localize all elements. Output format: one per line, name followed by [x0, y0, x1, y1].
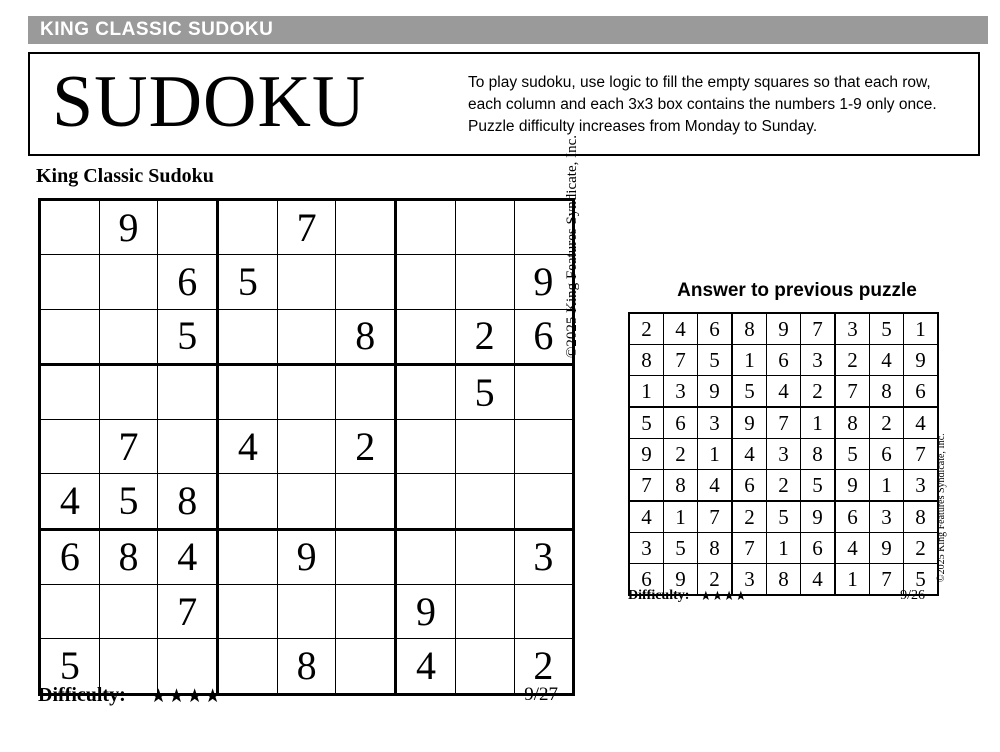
- puzzle-cell-r8c2[interactable]: [99, 585, 158, 639]
- answer-cell-r6c8: 1: [870, 470, 904, 502]
- puzzle-cell-r5c8[interactable]: [455, 420, 514, 474]
- answer-cell-r6c5: 2: [767, 470, 801, 502]
- answer-cell-r3c2: 3: [664, 376, 698, 408]
- answer-grid: [628, 312, 926, 591]
- header-box: [28, 52, 980, 156]
- table-row: [40, 255, 574, 309]
- puzzle-cell-r2c7[interactable]: [396, 255, 456, 309]
- puzzle-cell-r4c8[interactable]: 5: [455, 364, 514, 419]
- answer-cell-r7c3: 7: [698, 501, 733, 533]
- answer-cell-r2c9: 9: [904, 345, 939, 376]
- answer-cell-r9c5: 8: [767, 564, 801, 596]
- answer-cell-r9c9: 5: [904, 564, 939, 596]
- puzzle-cell-r2c6[interactable]: [336, 255, 396, 309]
- puzzle-cell-r8c8[interactable]: [455, 585, 514, 639]
- puzzle-cell-r8c4[interactable]: [218, 585, 278, 639]
- answer-cell-r2c2: 7: [664, 345, 698, 376]
- answer-cell-r2c3: 5: [698, 345, 733, 376]
- answer-cell-r1c4: 8: [732, 313, 767, 345]
- puzzle-cell-r8c1[interactable]: [40, 585, 100, 639]
- answer-cell-r6c3: 4: [698, 470, 733, 502]
- answer-difficulty-label: Difficulty:: [628, 588, 690, 603]
- instructions-text: To play sudoku, use logic to fill the empty squares so that each row, each column and each 3x3 box contains the numbers 1-9 only once. Puzzle difficulty increases from Monday to Sunday.: [468, 74, 937, 135]
- puzzle-cell-r5c7[interactable]: [396, 420, 456, 474]
- puzzle-cell-r4c4[interactable]: [218, 364, 278, 419]
- puzzle-cell-r3c1[interactable]: [40, 309, 100, 364]
- puzzle-cell-r6c6[interactable]: [336, 474, 396, 529]
- puzzle-cell-r7c3[interactable]: 4: [158, 529, 218, 584]
- puzzle-cell-r8c5[interactable]: [277, 585, 336, 639]
- answer-date: 9/26: [900, 588, 925, 603]
- answer-cell-r5c2: 2: [664, 439, 698, 470]
- puzzle-cell-r7c1[interactable]: 6: [40, 529, 100, 584]
- table-row: [629, 439, 938, 470]
- puzzle-cell-r5c4[interactable]: 4: [218, 420, 278, 474]
- answer-cell-r7c5: 5: [767, 501, 801, 533]
- puzzle-cell-r4c5[interactable]: [277, 364, 336, 419]
- answer-cell-r5c6: 8: [801, 439, 836, 470]
- puzzle-grid-table: [38, 198, 575, 696]
- puzzle-cell-r1c6[interactable]: [336, 200, 396, 255]
- answer-cell-r8c2: 5: [664, 533, 698, 564]
- puzzle-cell-r6c1[interactable]: 4: [40, 474, 100, 529]
- answer-cell-r7c8: 3: [870, 501, 904, 533]
- puzzle-cell-r2c9[interactable]: 9: [514, 255, 574, 309]
- table-row: [40, 420, 574, 474]
- puzzle-cell-r6c8[interactable]: [455, 474, 514, 529]
- answer-cell-r8c7: 4: [835, 533, 870, 564]
- answer-cell-r3c8: 8: [870, 376, 904, 408]
- puzzle-cell-r9c1[interactable]: 5: [40, 639, 100, 694]
- puzzle-cell-r6c3[interactable]: 8: [158, 474, 218, 529]
- puzzle-cell-r4c2[interactable]: [99, 364, 158, 419]
- puzzle-cell-r6c2[interactable]: 5: [99, 474, 158, 529]
- answer-cell-r3c3: 9: [698, 376, 733, 408]
- answer-cell-r3c4: 5: [732, 376, 767, 408]
- answer-cell-r1c2: 4: [664, 313, 698, 345]
- answer-difficulty-stars: ★★★★: [700, 588, 747, 603]
- puzzle-cell-r5c5[interactable]: [277, 420, 336, 474]
- puzzle-cell-r4c1[interactable]: [40, 364, 100, 419]
- puzzle-cell-r3c4[interactable]: [218, 309, 278, 364]
- answer-cell-r8c5: 1: [767, 533, 801, 564]
- puzzle-cell-r9c9[interactable]: 2: [514, 639, 574, 694]
- answer-cell-r5c4: 4: [732, 439, 767, 470]
- answer-cell-r8c1: 3: [629, 533, 664, 564]
- puzzle-cell-r9c7[interactable]: 4: [396, 639, 456, 694]
- puzzle-cell-r2c5[interactable]: [277, 255, 336, 309]
- table-row: [629, 407, 938, 439]
- puzzle-cell-r3c2[interactable]: [99, 309, 158, 364]
- answer-cell-r5c9: 7: [904, 439, 939, 470]
- difficulty-label: Difficulty:: [38, 684, 126, 706]
- answer-cell-r8c4: 7: [732, 533, 767, 564]
- answer-cell-r1c9: 1: [904, 313, 939, 345]
- answer-cell-r3c5: 4: [767, 376, 801, 408]
- table-row: [629, 533, 938, 564]
- answer-cell-r8c6: 6: [801, 533, 836, 564]
- answer-cell-r9c3: 2: [698, 564, 733, 596]
- puzzle-cell-r4c7[interactable]: [396, 364, 456, 419]
- answer-cell-r3c1: 1: [629, 376, 664, 408]
- answer-cell-r2c6: 3: [801, 345, 836, 376]
- puzzle-cell-r1c4[interactable]: [218, 200, 278, 255]
- answer-cell-r1c1: 2: [629, 313, 664, 345]
- answer-cell-r6c7: 9: [835, 470, 870, 502]
- table-row: [40, 200, 574, 255]
- table-row: [40, 585, 574, 639]
- table-row: [40, 529, 574, 584]
- answer-cell-r9c2: 9: [664, 564, 698, 596]
- puzzle-cell-r5c9[interactable]: [514, 420, 574, 474]
- table-row: [629, 470, 938, 502]
- answer-cell-r9c8: 7: [870, 564, 904, 596]
- puzzle-cell-r2c1[interactable]: [40, 255, 100, 309]
- answer-cell-r6c6: 5: [801, 470, 836, 502]
- answer-cell-r9c7: 1: [835, 564, 870, 596]
- answer-cell-r6c1: 7: [629, 470, 664, 502]
- puzzle-cell-r1c7[interactable]: [396, 200, 456, 255]
- answer-cell-r7c4: 2: [732, 501, 767, 533]
- table-row: [629, 376, 938, 408]
- puzzle-cell-r7c8[interactable]: [455, 529, 514, 584]
- answer-cell-r4c7: 8: [835, 407, 870, 439]
- puzzle-cell-r3c7[interactable]: [396, 309, 456, 364]
- table-row: [40, 309, 574, 364]
- puzzle-cell-r7c4[interactable]: [218, 529, 278, 584]
- copyright-notice-answer: ©2025 King Features Syndicate, Inc.: [936, 433, 947, 582]
- banner-title: KING CLASSIC SUDOKU: [40, 19, 274, 40]
- answer-cell-r2c4: 1: [732, 345, 767, 376]
- answer-cell-r3c6: 2: [801, 376, 836, 408]
- puzzle-cell-r1c2[interactable]: 9: [99, 200, 158, 255]
- table-row: [629, 313, 938, 345]
- puzzle-cell-r6c4[interactable]: [218, 474, 278, 529]
- answer-section-title: Answer to previous puzzle: [677, 280, 917, 301]
- answer-cell-r5c5: 3: [767, 439, 801, 470]
- puzzle-cell-r3c3[interactable]: 5: [158, 309, 218, 364]
- puzzle-cell-r7c2[interactable]: 8: [99, 529, 158, 584]
- puzzle-cell-r5c1[interactable]: [40, 420, 100, 474]
- answer-cell-r4c6: 1: [801, 407, 836, 439]
- answer-cell-r9c1: 6: [629, 564, 664, 596]
- puzzle-footer: [38, 684, 558, 708]
- answer-cell-r8c8: 9: [870, 533, 904, 564]
- answer-cell-r6c4: 6: [732, 470, 767, 502]
- answer-cell-r1c3: 6: [698, 313, 733, 345]
- answer-cell-r5c3: 1: [698, 439, 733, 470]
- answer-cell-r2c7: 2: [835, 345, 870, 376]
- puzzle-cell-r7c5[interactable]: 9: [277, 529, 336, 584]
- puzzle-cell-r4c3[interactable]: [158, 364, 218, 419]
- puzzle-date: 9/27: [524, 684, 558, 705]
- answer-cell-r9c6: 4: [801, 564, 836, 596]
- answer-cell-r8c9: 2: [904, 533, 939, 564]
- puzzle-cell-r6c9[interactable]: [514, 474, 574, 529]
- puzzle-cell-r5c2[interactable]: 7: [99, 420, 158, 474]
- puzzle-cell-r1c8[interactable]: [455, 200, 514, 255]
- answer-cell-r7c9: 8: [904, 501, 939, 533]
- answer-cell-r5c7: 5: [835, 439, 870, 470]
- puzzle-cell-r5c3[interactable]: [158, 420, 218, 474]
- puzzle-cell-r3c6[interactable]: 8: [336, 309, 396, 364]
- answer-cell-r3c9: 6: [904, 376, 939, 408]
- answer-cell-r4c8: 2: [870, 407, 904, 439]
- answer-cell-r4c4: 9: [732, 407, 767, 439]
- answer-cell-r8c3: 8: [698, 533, 733, 564]
- puzzle-cell-r2c3[interactable]: 6: [158, 255, 218, 309]
- answer-cell-r1c8: 5: [870, 313, 904, 345]
- puzzle-cell-r2c8[interactable]: [455, 255, 514, 309]
- copyright-notice-puzzle: ©2025 King Features Syndicate, Inc.: [564, 134, 580, 358]
- page-title: King Classic Sudoku: [36, 165, 214, 187]
- page-banner: [28, 16, 988, 44]
- puzzle-cell-r8c6[interactable]: [336, 585, 396, 639]
- puzzle-cell-r3c9[interactable]: 6: [514, 309, 574, 364]
- sudoku-puzzle-grid[interactable]: [38, 198, 558, 689]
- puzzle-cell-r8c3[interactable]: 7: [158, 585, 218, 639]
- answer-cell-r4c5: 7: [767, 407, 801, 439]
- puzzle-cell-r4c6[interactable]: [336, 364, 396, 419]
- puzzle-cell-r8c7[interactable]: 9: [396, 585, 456, 639]
- answer-cell-r4c9: 4: [904, 407, 939, 439]
- puzzle-cell-r9c5[interactable]: 8: [277, 639, 336, 694]
- puzzle-cell-r6c7[interactable]: [396, 474, 456, 529]
- answer-cell-r5c8: 6: [870, 439, 904, 470]
- sudoku-wordmark: SUDOKU: [52, 61, 367, 143]
- answer-cell-r7c1: 4: [629, 501, 664, 533]
- answer-cell-r6c9: 3: [904, 470, 939, 502]
- puzzle-cell-r5c6[interactable]: 2: [336, 420, 396, 474]
- answer-cell-r7c7: 6: [835, 501, 870, 533]
- answer-cell-r5c1: 9: [629, 439, 664, 470]
- puzzle-cell-r3c5[interactable]: [277, 309, 336, 364]
- answer-cell-r6c2: 8: [664, 470, 698, 502]
- answer-cell-r7c2: 1: [664, 501, 698, 533]
- answer-cell-r1c7: 3: [835, 313, 870, 345]
- answer-cell-r9c4: 3: [732, 564, 767, 596]
- answer-cell-r1c6: 7: [801, 313, 836, 345]
- table-row: [629, 501, 938, 533]
- puzzle-cell-r7c9[interactable]: 3: [514, 529, 574, 584]
- answer-cell-r2c5: 6: [767, 345, 801, 376]
- answer-grid-table: [628, 312, 939, 596]
- puzzle-cell-r6c5[interactable]: [277, 474, 336, 529]
- table-row: [40, 474, 574, 529]
- puzzle-cell-r1c5[interactable]: 7: [277, 200, 336, 255]
- answer-cell-r2c8: 4: [870, 345, 904, 376]
- puzzle-cell-r7c7[interactable]: [396, 529, 456, 584]
- answer-cell-r4c1: 5: [629, 407, 664, 439]
- answer-cell-r3c7: 7: [835, 376, 870, 408]
- answer-cell-r7c6: 9: [801, 501, 836, 533]
- table-row: [40, 364, 574, 419]
- answer-footer: [628, 588, 925, 606]
- answer-cell-r2c1: 8: [629, 345, 664, 376]
- answer-cell-r4c3: 3: [698, 407, 733, 439]
- puzzle-cell-r8c9[interactable]: [514, 585, 574, 639]
- answer-cell-r1c5: 9: [767, 313, 801, 345]
- table-row: [629, 345, 938, 376]
- answer-cell-r4c2: 6: [664, 407, 698, 439]
- puzzle-cell-r4c9[interactable]: [514, 364, 574, 419]
- puzzle-cell-r2c4[interactable]: 5: [218, 255, 278, 309]
- puzzle-cell-r2c2[interactable]: [99, 255, 158, 309]
- puzzle-cell-r3c8[interactable]: 2: [455, 309, 514, 364]
- puzzle-cell-r1c1[interactable]: [40, 200, 100, 255]
- difficulty-stars: ★★★★: [150, 686, 223, 707]
- puzzle-cell-r7c6[interactable]: [336, 529, 396, 584]
- puzzle-cell-r1c3[interactable]: [158, 200, 218, 255]
